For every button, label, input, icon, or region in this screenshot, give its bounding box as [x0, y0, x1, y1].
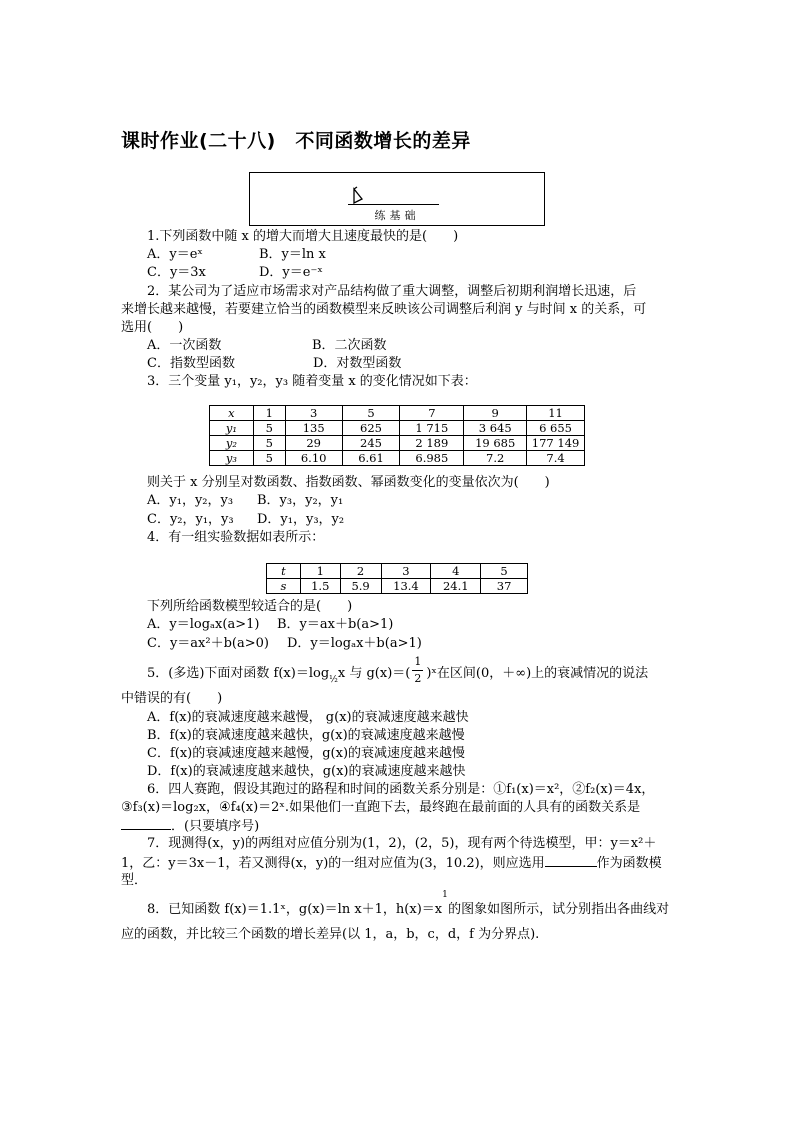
q2-line-3: 选用( ): [121, 320, 184, 335]
table-cell: y₂: [210, 436, 254, 451]
table-cell: s: [267, 579, 301, 594]
table-row: [210, 421, 585, 436]
table-row: [267, 579, 528, 594]
table-cell: 5: [253, 436, 285, 451]
q3-options-cd: [147, 511, 344, 528]
q8-line-1: [147, 890, 670, 918]
q8-exponent: [442, 890, 448, 913]
pen-icon: [351, 186, 365, 204]
table-cell: 2 189: [400, 436, 464, 451]
table-row: [210, 436, 585, 451]
table-cell: 5: [253, 451, 285, 466]
table-cell: y₁: [210, 421, 254, 436]
q3-stem: 3．三个变量 y₁，y₂，y₃ 随着变量 x 的变化情况如下表：: [147, 374, 477, 389]
q3-option-b: B．y₃，y₂，y₁: [257, 493, 344, 508]
q8-post: 的图象如图所示，试分别指出各曲线对: [448, 902, 670, 917]
table-cell: 1: [253, 406, 285, 421]
table-cell: 245: [342, 436, 400, 451]
q4-option-a: A．y＝logₐx(a>1): [147, 617, 260, 632]
table-cell: 1: [300, 564, 340, 579]
q3-table: [209, 405, 585, 466]
q5-mid: x 与 g(x)＝(: [337, 666, 411, 681]
page-title: 课时作业(二十八) 不同函数增长的差异: [121, 130, 471, 152]
table-row: [210, 451, 585, 466]
q4-stem: 4．有一组实验数据如表所示：: [147, 530, 325, 545]
table-cell: 5.9: [340, 579, 381, 594]
q6-line-2: ③f₃(x)＝log₂x，④f₄(x)＝2ˣ.如果他们一直跑下去，最终跑在最前面的人具有的函数关系是: [121, 800, 641, 815]
q2-options-cd: [147, 355, 401, 372]
table-cell: 19 685: [464, 436, 527, 451]
table-cell: 37: [481, 579, 528, 594]
q8-exp-num: 1: [442, 890, 448, 900]
q3-option-c: C．y₂，y₁，y₃: [147, 512, 234, 527]
q1-option-c: C．y＝3x: [147, 265, 206, 280]
table-cell: t: [267, 564, 301, 579]
q1-options-ab: [147, 246, 326, 263]
q3-options-ab: [147, 492, 343, 509]
table-cell: 6.10: [285, 451, 342, 466]
table-cell: 1 715: [400, 421, 464, 436]
q7-line-2: [121, 854, 662, 872]
table-cell: y₃: [210, 451, 254, 466]
q5-fraction: [410, 655, 426, 685]
q1-stem: 1.下列函数中随 x 的增大而增大且速度最快的是( ): [147, 229, 459, 244]
table-cell: 9: [464, 406, 527, 421]
q7-line-3: 型．: [121, 873, 148, 888]
q5-frac-den: 2: [414, 672, 422, 685]
q7-line-2a: 1，乙：y＝3x－1，若又测得(x，y)的一组对应值为(3，10.2)，则应选用: [121, 856, 545, 871]
table-cell: 3 645: [464, 421, 527, 436]
table-cell: 3: [381, 564, 431, 579]
q4-options-cd: [147, 635, 422, 652]
table-cell: 3: [285, 406, 342, 421]
q1-option-d: D．y＝e⁻ˣ: [259, 265, 323, 280]
q4-table: [266, 563, 528, 594]
section-box: [249, 172, 545, 226]
q5-option-a: A．f(x)的衰减速度越来越慢， g(x)的衰减速度越来越快: [147, 710, 469, 725]
table-cell: 13.4: [381, 579, 431, 594]
q1-option-b: B．y＝ln x: [259, 247, 326, 262]
q7-answer-blank[interactable]: [545, 854, 597, 867]
q4-option-c: C．y＝ax²＋b(a>0): [147, 636, 269, 651]
q6-line-3-text: ．(只要填序号): [171, 819, 260, 834]
q3-option-a: A．y₁，y₂，y₃: [147, 493, 234, 508]
q2-options-ab: [147, 337, 387, 354]
q2-option-b: B．二次函数: [312, 338, 387, 353]
q5-option-d: D．f(x)的衰减速度越来越快，g(x)的衰减速度越来越快: [147, 764, 466, 779]
table-cell: 11: [527, 406, 585, 421]
table-cell: 135: [285, 421, 342, 436]
q3-option-d: D．y₁，y₃，y₂: [257, 512, 345, 527]
q5-post: )ˣ在区间(0，＋∞)上的衰减情况的说法: [426, 666, 649, 681]
q5-option-b: B．f(x)的衰减速度越来越快，g(x)的衰减速度越来越慢: [147, 728, 465, 743]
q6-line-3: [121, 817, 259, 835]
table-cell: 177 149: [527, 436, 585, 451]
table-cell: 6 655: [527, 421, 585, 436]
section-label: 练基础: [374, 209, 420, 222]
q6-answer-blank[interactable]: [121, 817, 171, 830]
q4-options-ab: [147, 616, 393, 633]
q8-line-2: 应的函数，并比较三个函数的增长差异(以 1，a，b，c，d，f 为分界点).: [121, 927, 540, 942]
q3-question: 则关于 x 分别呈对数函数、指数函数、幂函数变化的变量依次为( ): [147, 475, 550, 490]
q4-option-d: D．y＝logₐx＋b(a>1): [287, 636, 422, 651]
section-rule: [348, 204, 439, 205]
table-row: [210, 406, 585, 421]
table-cell: 5: [342, 406, 400, 421]
table-cell: 6.985: [400, 451, 464, 466]
q5-line-2: 中错误的有( ): [121, 691, 223, 706]
q1-options-cd: [147, 264, 323, 281]
table-cell: 7.4: [527, 451, 585, 466]
table-cell: 5: [253, 421, 285, 436]
q2-option-c: C．指数型函数: [147, 356, 235, 371]
q1-option-a: A．y＝eˣ: [147, 247, 203, 262]
q2-option-a: A．一次函数: [147, 338, 222, 353]
q7-line-1: 7．现测得(x，y)的两组对应值分别为(1，2)，(2，5)，现有两个待选模型，甲：y＝x²＋: [147, 836, 657, 851]
table-cell: 29: [285, 436, 342, 451]
table-cell: 5: [481, 564, 528, 579]
table-cell: 2: [340, 564, 381, 579]
q4-option-b: B．y＝ax＋b(a>1): [277, 617, 394, 632]
q2-line-1: 2．某公司为了适应市场需求对产品结构做了重大调整，调整后初期利润增长迅速，后: [147, 284, 637, 299]
q7-line-2b: 作为函数模: [596, 856, 662, 871]
q6-line-1: 6．四人赛跑，假设其跑过的路程和时间的函数关系分别是：①f₁(x)＝x²，②f₂(x)＝4x，: [147, 782, 655, 797]
q2-line-2: 来增长越来越慢，若要建立恰当的函数模型来反映该公司调整后利润 y 与时间 x 的关系，可: [121, 302, 647, 317]
table-cell: 7: [400, 406, 464, 421]
q5-line-1: [147, 655, 649, 689]
q4-question: 下列所给函数模型较适合的是( ): [147, 599, 353, 614]
q5-log-base: ½: [329, 675, 338, 685]
table-cell: 24.1: [431, 579, 481, 594]
q5-pre: 5．(多选)下面对函数 f(x)＝log: [147, 666, 330, 681]
table-cell: 6.61: [342, 451, 400, 466]
q8-pre: 8．已知函数 f(x)＝1.1ˣ，g(x)＝ln x＋1，h(x)＝x: [147, 902, 443, 917]
q5-frac-num: 1: [414, 655, 422, 668]
q2-option-d: D．对数型函数: [313, 356, 402, 371]
table-cell: 1.5: [300, 579, 340, 594]
table-cell: 625: [342, 421, 400, 436]
table-cell: 7.2: [464, 451, 527, 466]
table-cell: 4: [431, 564, 481, 579]
q5-option-c: C．f(x)的衰减速度越来越慢，g(x)的衰减速度越来越慢: [147, 746, 466, 761]
table-cell: x: [210, 406, 254, 421]
table-row: [267, 564, 528, 579]
